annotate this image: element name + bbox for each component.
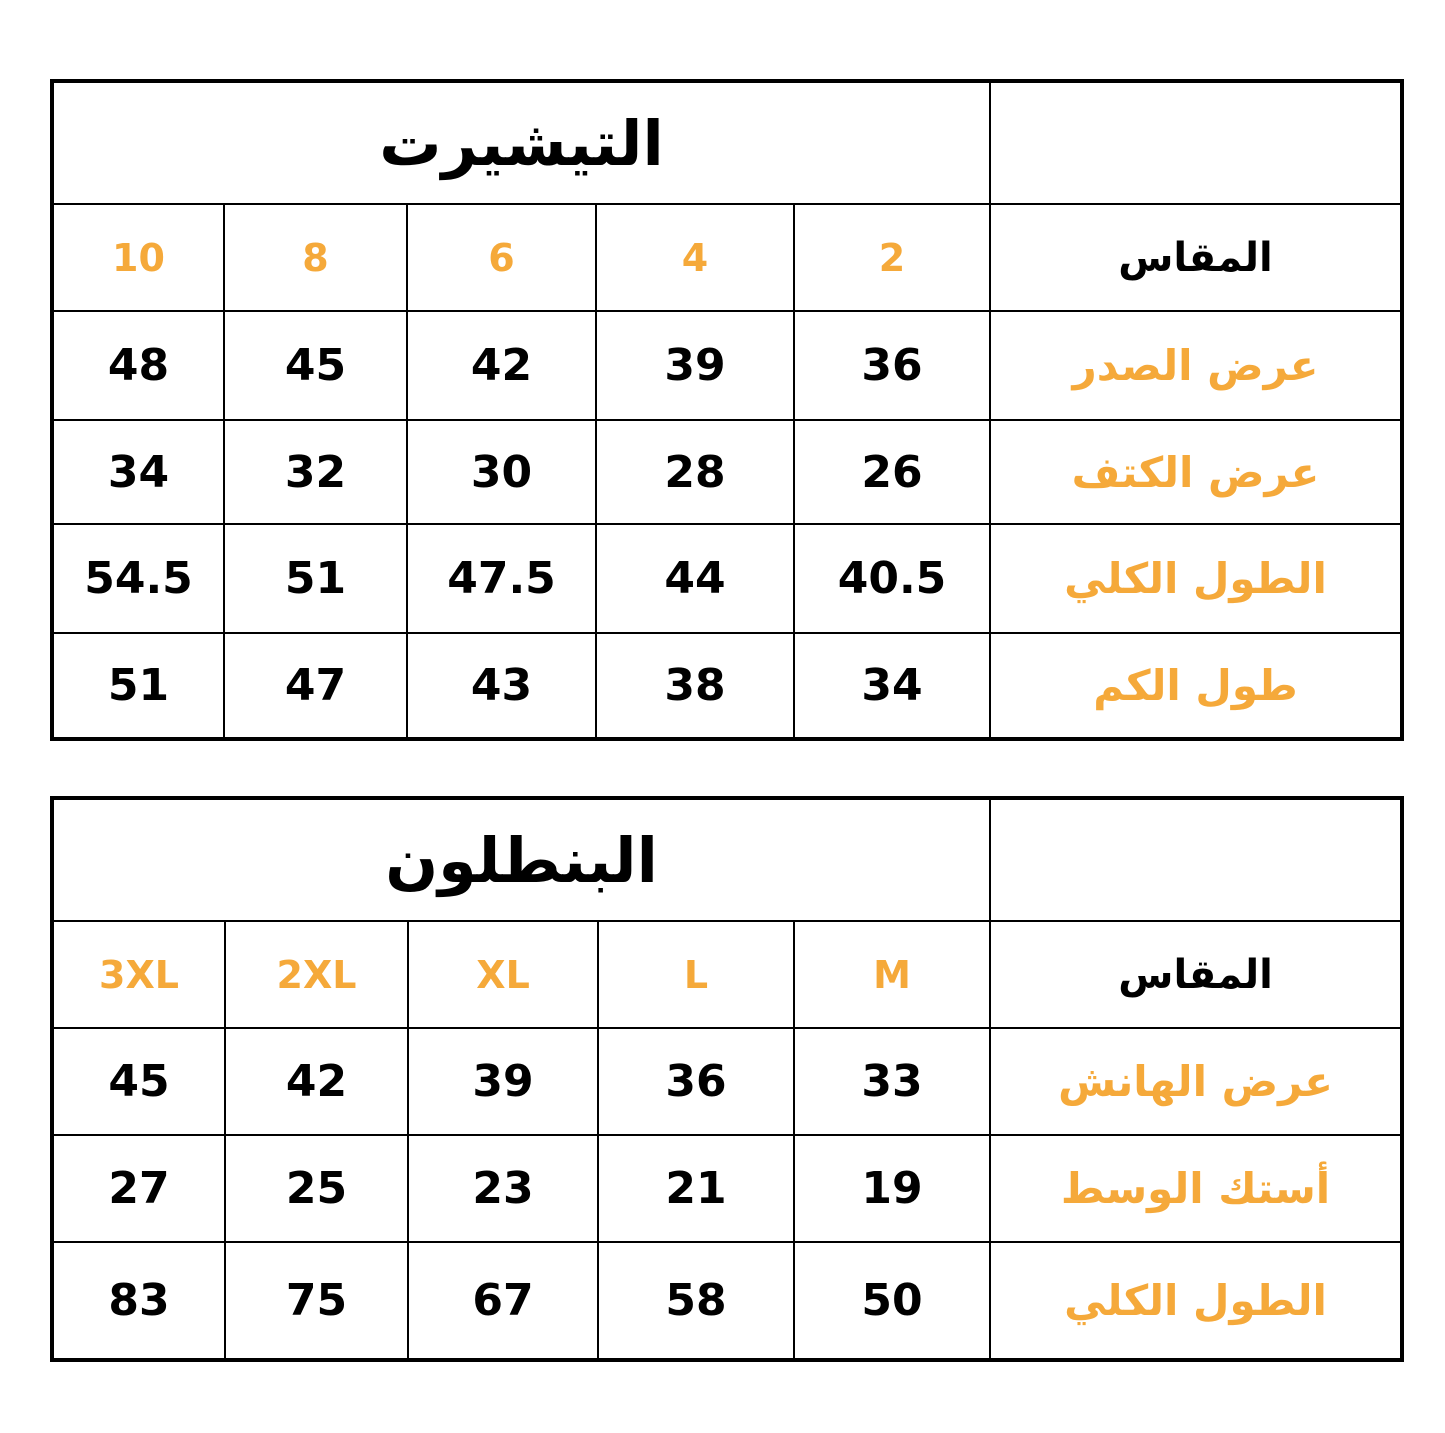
pants-row-waist-elastic <box>52 1135 1402 1242</box>
value-cell: 26 <box>794 420 990 524</box>
tshirt-corner-cell <box>990 81 1402 204</box>
value-cell: 47.5 <box>407 524 596 633</box>
value-cell: 36 <box>598 1028 794 1135</box>
tshirt-row-chest-width <box>52 311 1402 420</box>
value-cell: 48 <box>52 311 224 420</box>
row-label: عرض الكتف <box>990 420 1402 524</box>
value-cell: 58 <box>598 1242 794 1360</box>
value-cell: 51 <box>52 633 224 739</box>
pants-size-row <box>52 921 1402 1028</box>
value-cell: 44 <box>596 524 794 633</box>
tshirt-title: التيشيرت <box>52 81 990 204</box>
value-cell: 33 <box>794 1028 990 1135</box>
pants-title-row <box>52 798 1402 921</box>
value-cell: 43 <box>407 633 596 739</box>
value-cell: 45 <box>224 311 407 420</box>
tshirt-size-label: 6 <box>407 204 596 311</box>
value-cell: 75 <box>225 1242 408 1360</box>
pants-row-crotch-width <box>52 1028 1402 1135</box>
row-label: عرض الهانش <box>990 1028 1402 1135</box>
pants-size-label: M <box>794 921 990 1028</box>
row-label: أستك الوسط <box>990 1135 1402 1242</box>
value-cell: 45 <box>52 1028 225 1135</box>
value-cell: 54.5 <box>52 524 224 633</box>
value-cell: 25 <box>225 1135 408 1242</box>
tshirt-title-row <box>52 81 1402 204</box>
value-cell: 36 <box>794 311 990 420</box>
tshirt-row-shoulder-width <box>52 420 1402 524</box>
pants-corner-cell <box>990 798 1402 921</box>
value-cell: 47 <box>224 633 407 739</box>
value-cell: 28 <box>596 420 794 524</box>
tshirt-row-sleeve-length <box>52 633 1402 739</box>
value-cell: 40.5 <box>794 524 990 633</box>
tshirt-size-table <box>50 79 1404 741</box>
pants-size-label: L <box>598 921 794 1028</box>
value-cell: 83 <box>52 1242 225 1360</box>
tshirt-row-total-length <box>52 524 1402 633</box>
value-cell: 51 <box>224 524 407 633</box>
pants-size-header: المقاس <box>990 921 1402 1028</box>
value-cell: 38 <box>596 633 794 739</box>
value-cell: 34 <box>52 420 224 524</box>
value-cell: 50 <box>794 1242 990 1360</box>
tshirt-size-header: المقاس <box>990 204 1402 311</box>
value-cell: 32 <box>224 420 407 524</box>
pants-title: البنطلون <box>52 798 990 921</box>
value-cell: 30 <box>407 420 596 524</box>
row-label: الطول الكلي <box>990 1242 1402 1360</box>
tshirt-size-label: 10 <box>52 204 224 311</box>
row-label: طول الكم <box>990 633 1402 739</box>
value-cell: 39 <box>596 311 794 420</box>
value-cell: 34 <box>794 633 990 739</box>
value-cell: 42 <box>225 1028 408 1135</box>
value-cell: 19 <box>794 1135 990 1242</box>
value-cell: 39 <box>408 1028 598 1135</box>
pants-row-total-length <box>52 1242 1402 1360</box>
pants-size-label: 2XL <box>225 921 408 1028</box>
value-cell: 42 <box>407 311 596 420</box>
tshirt-size-row <box>52 204 1402 311</box>
pants-size-label: 3XL <box>52 921 225 1028</box>
value-cell: 23 <box>408 1135 598 1242</box>
tshirt-size-label: 4 <box>596 204 794 311</box>
value-cell: 67 <box>408 1242 598 1360</box>
row-label: عرض الصدر <box>990 311 1402 420</box>
value-cell: 21 <box>598 1135 794 1242</box>
value-cell: 27 <box>52 1135 225 1242</box>
tshirt-size-label: 2 <box>794 204 990 311</box>
pants-size-table <box>50 796 1404 1362</box>
row-label: الطول الكلي <box>990 524 1402 633</box>
tshirt-size-label: 8 <box>224 204 407 311</box>
pants-size-label: XL <box>408 921 598 1028</box>
